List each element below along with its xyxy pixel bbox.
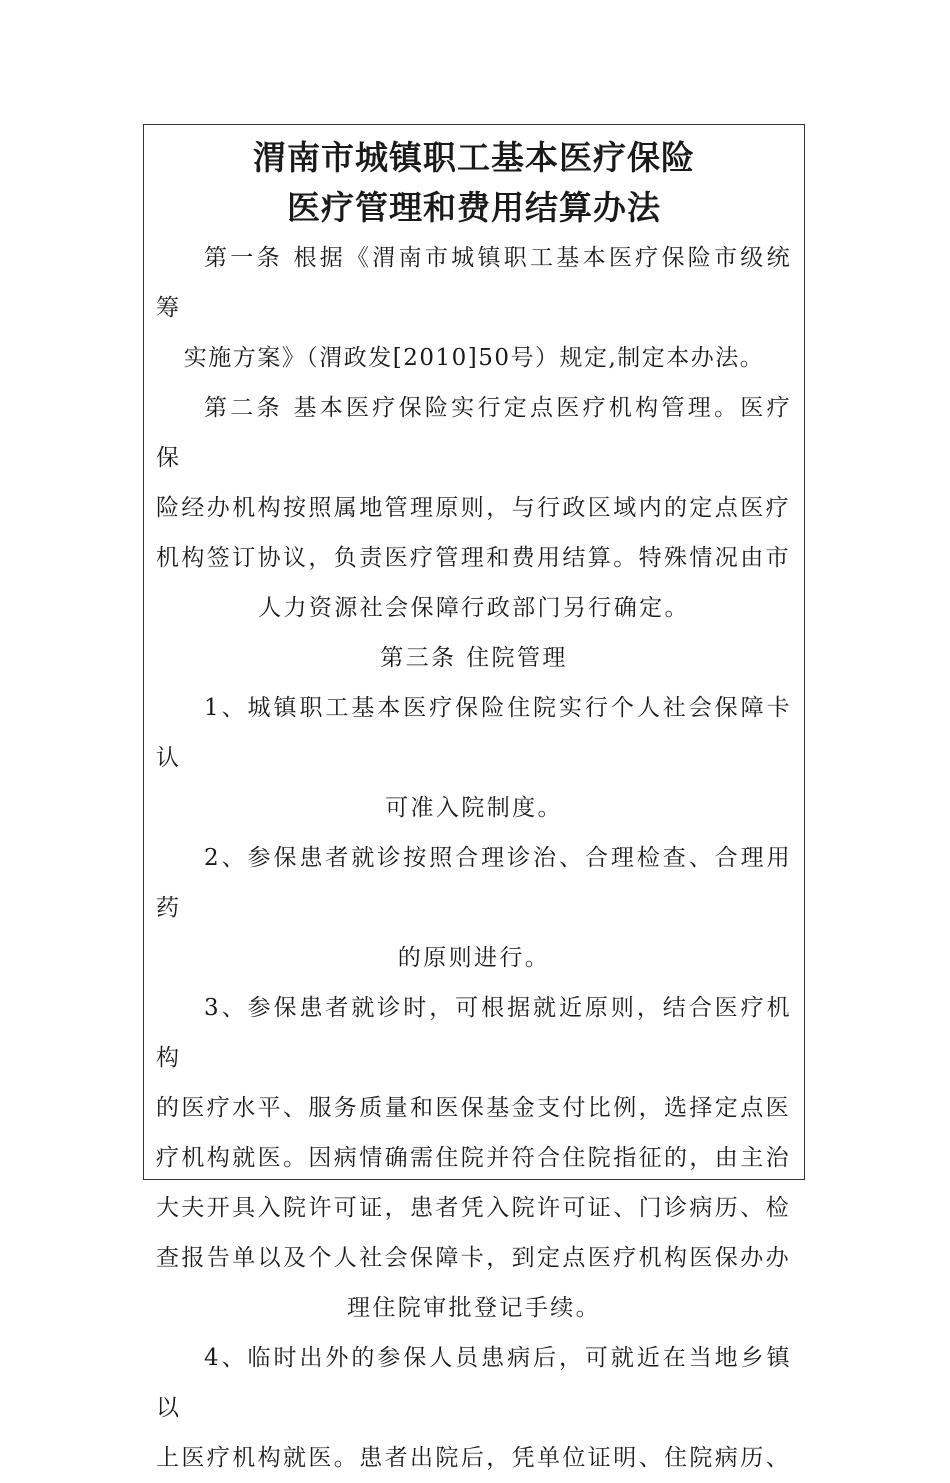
document-line: 查报告单以及个人社会保障卡，到定点医疗机构医保办办 [156,1245,791,1271]
document-line: 第三条 住院管理 [380,645,568,671]
document-title-line-2: 医疗管理和费用结算办法 [287,188,661,227]
document-line: 第二条 基本医疗保险实行定点医疗机构管理。医疗保 [156,395,792,471]
document-line: 大夫开具入院许可证，患者凭入院许可证、门诊病历、检 [156,1195,791,1221]
document-line: 1、城镇职工基本医疗保险住院实行个人社会保障卡认 [156,695,792,771]
document-line: 的医疗水平、服务质量和医保基金支付比例，选择定点医 [156,1095,791,1121]
document-line: 可准入院制度。 [385,795,563,821]
document-line: 的原则进行。 [397,945,551,971]
document-line: 3、参保患者就诊时，可根据就近原则，结合医疗机构 [156,995,792,1071]
document-title-line-1: 渭南市城镇职工基本医疗保险 [253,138,695,177]
document-line: 疗机构就医。因病情确需住院并符合住院指征的，由主治 [156,1145,791,1171]
document-line: 理住院审批登记手续。 [347,1295,601,1321]
document-line: 人力资源社会保障行政部门另行确定。 [258,595,690,621]
document-line: 上医疗机构就医。患者出院后，凭单位证明、住院病历、 [156,1445,791,1471]
document-line: 4、临时出外的参保人员患病后，可就近在当地乡镇以 [156,1345,792,1421]
document-line: 实施方案》（渭政发[2010]50号）规定,制定本办法。 [183,345,765,371]
document-line: 险经办机构按照属地管理原则，与行政区域内的定点医疗 [156,495,791,521]
document-frame [143,124,805,1471]
document-line: 2、参保患者就诊按照合理诊治、合理检查、合理用药 [156,845,792,921]
document-line: 机构签订协议，负责医疗管理和费用结算。特殊情况由市 [156,545,791,571]
document-line: 第一条 根据《渭南市城镇职工基本医疗保险市级统筹 [156,245,792,321]
document-body [144,233,804,1483]
